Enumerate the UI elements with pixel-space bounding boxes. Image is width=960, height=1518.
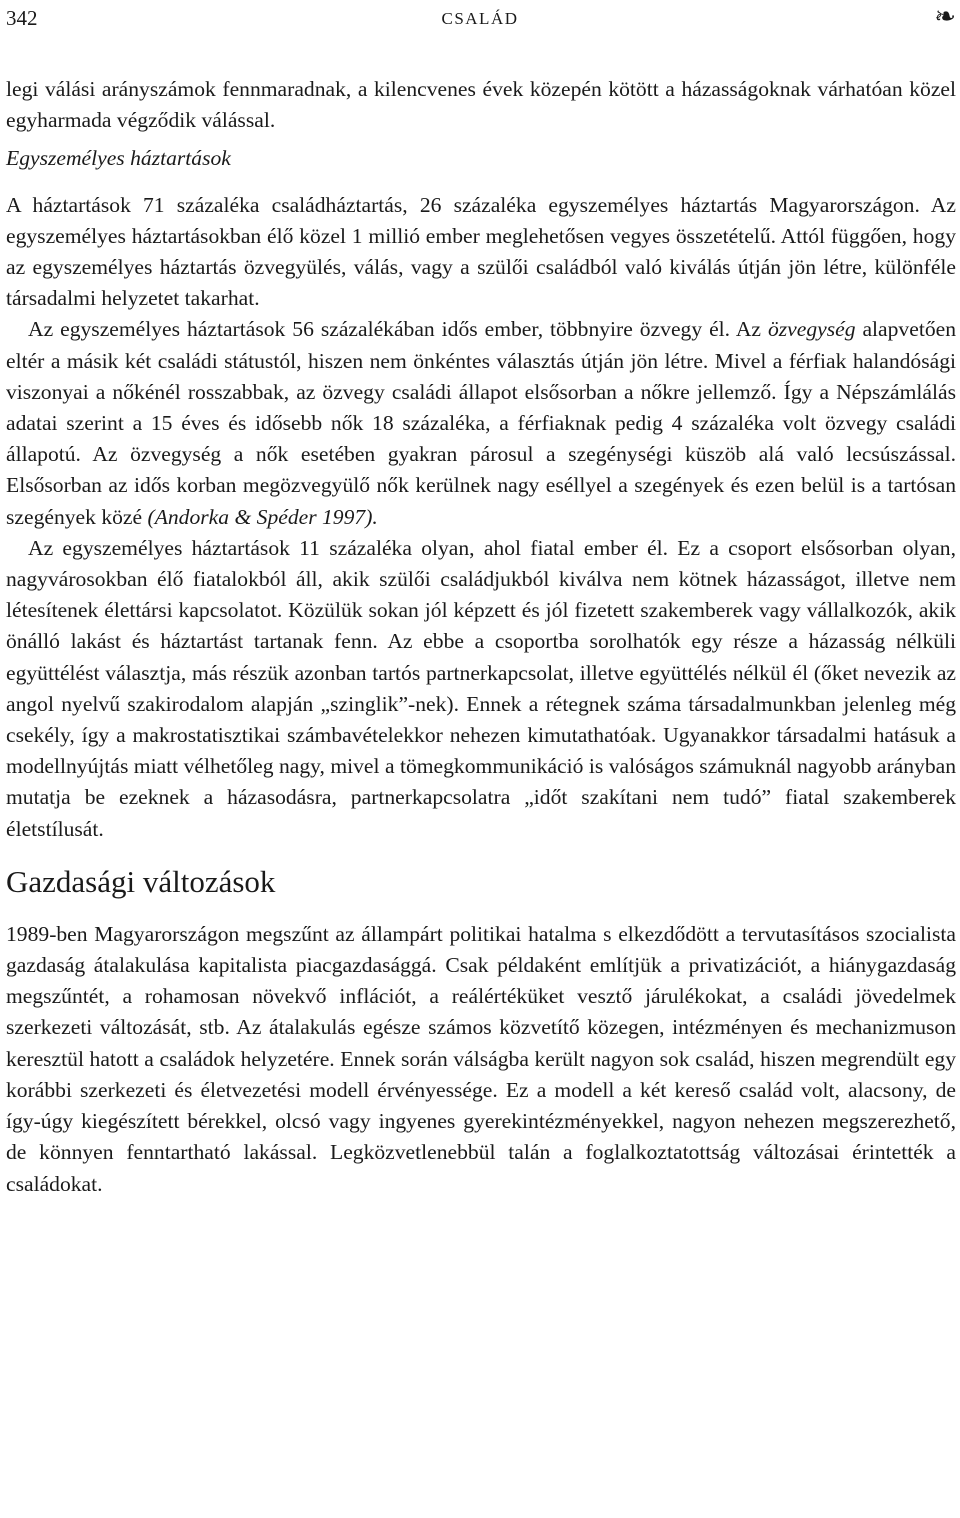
- page-body: [6, 74, 956, 1200]
- running-title: CSALÁD: [441, 9, 519, 28]
- paragraph: A háztartások 71 százaléka családháztartás, 26 százaléka egyszemélyes háztartás Magyarországon. Az egyszemélyes háztartásokban élő közel 1 millió ember meglehetősen vegyes összetételű. Attól függően, hogy az egyszemélyes háztartás özvegyülés, válás, vagy a szülői családból való kiválás útján jön létre, különféle társadalmi helyzetet takarhat.: [6, 192, 956, 311]
- paragraph-text: alapvetően eltér a másik két családi státustól, hiszen nem önkéntes választás útján jön létre. Mivel a férfiak halandósági viszonyai a nőkénél rosszabbak, az özvegy családi állapot elsősorban a nőkre jellemző. Így a Népszámlálás adatai szerint a 15 éves és idősebb nők 18 százaléka, a férfiaknak pedig 4 százaléka volt özvegy családi állapotú. Az özvegység a nők esetében gyakran párosul a szegénységi küszöb alá való lecsúszással. Elsősorban az idős korban megözvegyülő nők kerülnek nagy eséllyel a szegények és ezen belül is a tartósan szegények közé: [6, 317, 956, 529]
- emphasized-term: özvegység: [767, 317, 856, 342]
- section-subheading: Egyszemélyes háztartások: [6, 146, 231, 171]
- page-number: 342: [6, 6, 38, 30]
- chapter-heading: Gazdasági változások: [6, 863, 276, 899]
- page-header: [0, 4, 960, 34]
- paragraph: [6, 314, 956, 532]
- paragraph: 1989-ben Magyarországon megszűnt az állampárt politikai hatalma s elkezdődött a tervutasításos szocialista gazdaság átalakulása kapitalista piacgazdasággá. Csak példaként említjük a privatizációt, a hiánygazdaság megszűntét, a rohamosan növekvő inflációt, a reálértéküket vesztő járulékokat, a családi jövedelmek szerkezeti változását, stb. Az átalakulás egésze számos közvetítő közegen, intézményen és mechanizmuson keresztül hatott a családok helyzetére. Ennek során válságba került nagyon sok család, hiszen megrendült egy korábbi szerkezeti és életvezetési modell érvényessége. Ez a modell a két kereső család volt, alacsony, de így-úgy kiegészített bérekkel, olcsó vagy ingyenes gyerekintézményekkel, nagyon nehezen megszerezhető, de könnyen fenntartható lakással. Legközvetlenebbül talán a foglalkoztatottság változásai érintették a családokat.: [6, 921, 956, 1196]
- fleuron-icon: ❧: [934, 2, 956, 31]
- paragraph: Az egyszemélyes háztartások 11 százaléka olyan, ahol fiatal ember él. Ez a csoport elsősorban olyan, nagyvárosokban élő fiatalokból áll, akik szülői családjukból kiválva nem kötnek házasságot, illetve nem létesítenek élettársi kapcsolatot. Közülük sokan jól képzett és jól fizetett szakemberek vagy vállalkozók, akik önálló lakást és háztartást tartanak fenn. Az ebbe a csoportba sorolhatók egy része a házasság nélküli együttélést választja, más részük azonban tartós partnerkapcsolat, illetve együttélés nélkül él (őket nevezik az angol nyelvű szakirodalom alapján „szinglik”-nek). Ennek a rétegnek száma társadalmunkban jelenleg még csekély, így a makrostatisztikai számbavételekkor nehezen kimutathatóak. Ugyanakkor társadalmi hatásuk a modellnyújtás miatt vélhetőleg nagy, mivel a tömegkommunikáció is valóságos számuknál nagyobb arányban mutatja be ezeknek a házasodásra, partnerkapcsolatra „időt szakítani nem tudó” fiatal szakemberek életstílusát.: [6, 535, 956, 841]
- paragraph-text: Az egyszemélyes háztartások 56 százalékában idős ember, többnyire özvegy él. Az: [28, 317, 768, 342]
- paragraph-continued: legi válási arányszámok fennmaradnak, a kilencvenes évek közepén kötött a házasságoknak várhatóan közel egyharmada végződik válással.: [6, 77, 956, 133]
- citation: (Andorka & Spéder 1997).: [147, 504, 378, 529]
